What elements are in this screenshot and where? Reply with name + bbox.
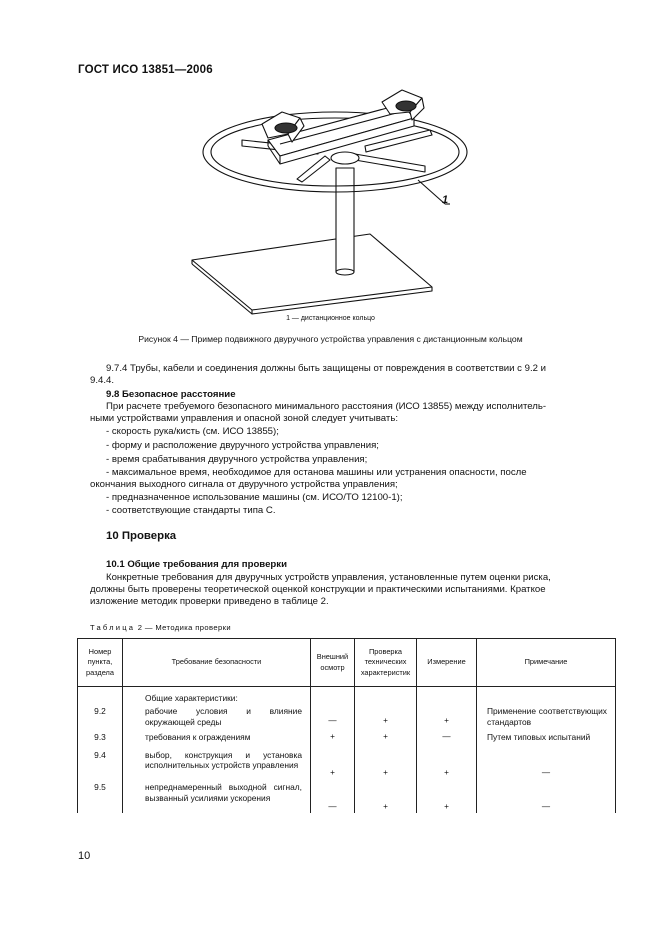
header-measurement: Измерение: [417, 639, 477, 687]
cell-requirement: Общие характеристики:: [123, 687, 311, 704]
cell-number: 9.3: [78, 727, 123, 742]
header-technical-check: Проверка технических характеристик: [355, 639, 417, 687]
header-visual-inspection: Внешний осмотр: [311, 639, 355, 687]
list-item: - форму и расположение двуручного устройства управления;: [106, 440, 379, 451]
list-item: - время срабатывания двуручного устройства управления;: [106, 454, 368, 465]
header-note: Примечание: [477, 639, 616, 687]
cell-note: [477, 687, 616, 704]
cell-tech: +: [355, 727, 417, 742]
cell-requirement: рабочие условия и влияние окружающей среды: [123, 703, 311, 727]
page-number: 10: [78, 850, 91, 862]
paragraph-9-7-4-line1: 9.7.4 Трубы, кабели и соединения должны быть защищены от повреждения в соответствии с 9.2 и: [106, 363, 547, 374]
cell-visual: —: [311, 778, 355, 812]
section-9-8-intro-line2: ными устройствами управления и опасной зоной следует учитывать:: [90, 413, 398, 424]
table-caption-word: Таблица: [90, 623, 136, 632]
section-10-1-title: 10.1 Общие требования для проверки: [106, 559, 287, 570]
section-10-1-line1: Конкретные требования для двуручных устройств управления, установленные путем оценки риска,: [106, 572, 551, 583]
verification-table: [77, 638, 616, 813]
list-item-continuation: окончания выходного сигнала от двуручного устройства управления;: [90, 479, 398, 490]
cell-note: —: [477, 778, 616, 812]
cell-tech: +: [355, 742, 417, 778]
column: [336, 168, 354, 272]
callout-label: 1: [442, 194, 449, 206]
header-item-number: Номер пункта, раздела: [78, 639, 123, 687]
cell-measurement: +: [417, 703, 477, 727]
table-row: [78, 742, 616, 778]
cell-visual: —: [311, 703, 355, 727]
list-item: - соответствующие стандарты типа С.: [106, 505, 276, 516]
document-header: ГОСТ ИСО 13851—2006: [78, 64, 213, 76]
cell-requirement: выбор, конструкция и установка исполнительных устройств управления: [123, 742, 311, 778]
cell-note: Путем типовых испытаний: [477, 727, 616, 742]
cell-number: 9.5: [78, 778, 123, 812]
cell-measurement: +: [417, 778, 477, 812]
cell-tech: +: [355, 778, 417, 812]
table-row: [78, 687, 616, 704]
base-plate: [192, 234, 432, 310]
section-10-title: 10 Проверка: [106, 530, 177, 542]
cell-requirement: требования к ограждениям: [123, 727, 311, 742]
cell-number: [78, 687, 123, 704]
cell-number: 9.2: [78, 703, 123, 727]
cell-visual: [311, 687, 355, 704]
table-caption-title: 2 — Методика проверки: [137, 623, 231, 632]
table-row: [78, 703, 616, 727]
list-item: - скорость рука/кисть (см. ИСО 13855);: [106, 426, 279, 437]
table-row: [78, 727, 616, 742]
list-item: - максимальное время, необходимое для останова машины или устранения опасности, после: [106, 467, 527, 478]
cell-number: 9.4: [78, 742, 123, 778]
cell-requirement: непреднамеренный выходной сигнал, вызванный усилиями ускорения: [123, 778, 311, 812]
cell-visual: +: [311, 742, 355, 778]
cell-measurement: +: [417, 742, 477, 778]
cell-tech: +: [355, 703, 417, 727]
paragraph-9-7-4-line2: 9.4.4.: [90, 375, 115, 386]
cell-tech: [355, 687, 417, 704]
figure-caption: Рисунок 4 — Пример подвижного двуручного устройства управления с дистанционным кольцом: [138, 334, 523, 344]
cell-note: —: [477, 742, 616, 778]
table-caption: [90, 623, 231, 632]
table-row: [78, 778, 616, 812]
header-safety-requirement: Требование безопасности: [123, 639, 311, 687]
cell-measurement: [417, 687, 477, 704]
section-10-1-line2: должны быть проверены теоретической оценкой конструкции и практическими испытаниями. Краткое: [90, 584, 546, 595]
table-header-row: [78, 639, 616, 687]
cell-note: Применение соответствующих стандартов: [477, 703, 616, 727]
cell-visual: +: [311, 727, 355, 742]
section-9-8-title: 9.8 Безопасное расстояние: [106, 389, 236, 400]
figure-legend: 1 — дистанционное кольцо: [286, 315, 375, 322]
figure-two-hand-control-drawing: [170, 82, 490, 322]
section-10-1-line3: изложение методик проверки приведено в таблице 2.: [90, 596, 329, 607]
list-item: - предназначенное использование машины (см. ИСО/ТО 12100-1);: [106, 492, 403, 503]
cell-measurement: —: [417, 727, 477, 742]
section-9-8-intro-line1: При расчете требуемого безопасного минимального расстояния (ИСО 13855) между исполнитель-: [106, 401, 547, 412]
